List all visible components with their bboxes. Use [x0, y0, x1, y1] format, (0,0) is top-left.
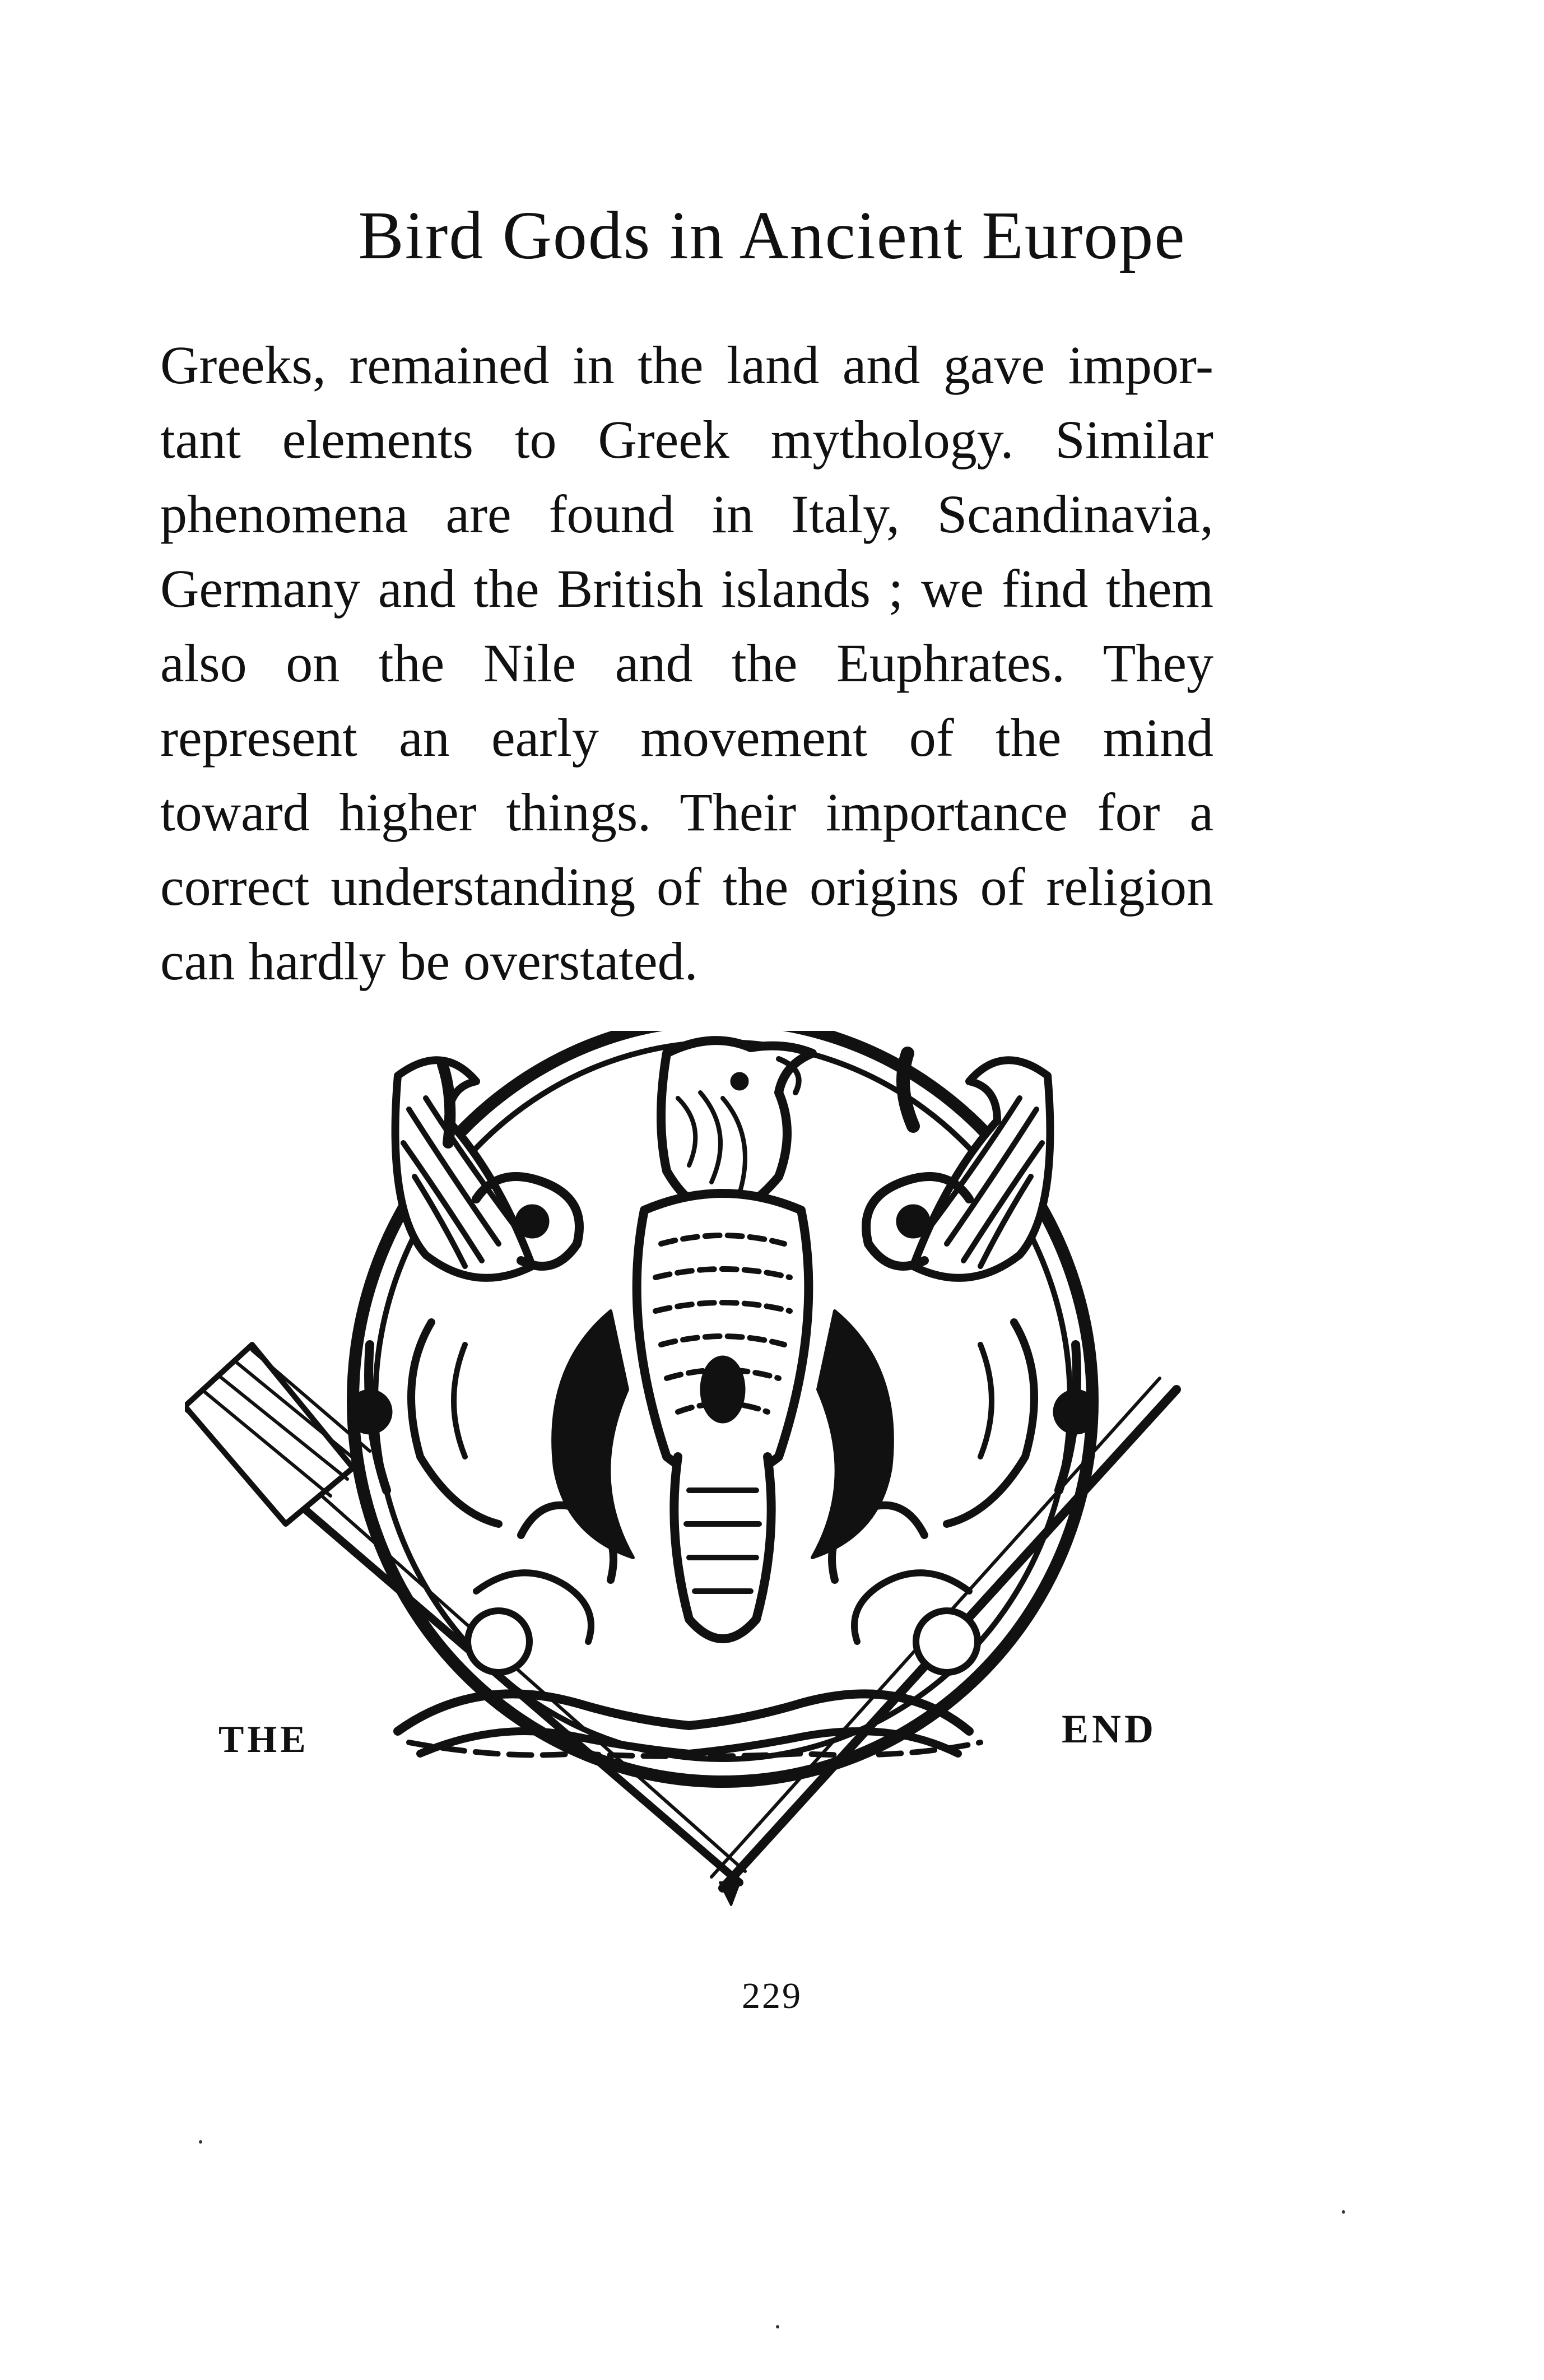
text-line: Greeks, remained in the land and gave impor-: [160, 335, 1213, 395]
eagle-crest-icon: [185, 1031, 1249, 1961]
text-line: can hardly be overstated.: [160, 931, 698, 991]
text-line: correct understanding of the origins of religion: [160, 857, 1213, 917]
scan-speck: [199, 2140, 202, 2144]
colophon-the: THE: [218, 1718, 309, 1760]
running-head: Bird Gods in Ancient Europe: [358, 198, 1186, 273]
scan-speck: [776, 2325, 779, 2328]
body-paragraph: [160, 328, 1213, 998]
text-line: phenomena are found in Italy, Scandinavia,: [160, 484, 1213, 544]
text-line: tant elements to Greek mythology. Similar: [160, 410, 1213, 470]
page-number: 229: [742, 1975, 802, 2016]
colophon-end: END: [1062, 1707, 1157, 1751]
text-line: Germany and the British islands ; we find them: [160, 559, 1213, 619]
text-line: toward higher things. Their importance for a: [160, 782, 1213, 842]
text-line: represent an early movement of the mind: [160, 708, 1213, 768]
text-line: also on the Nile and the Euphrates. They: [160, 633, 1213, 693]
scan-speck: [1342, 2210, 1345, 2214]
